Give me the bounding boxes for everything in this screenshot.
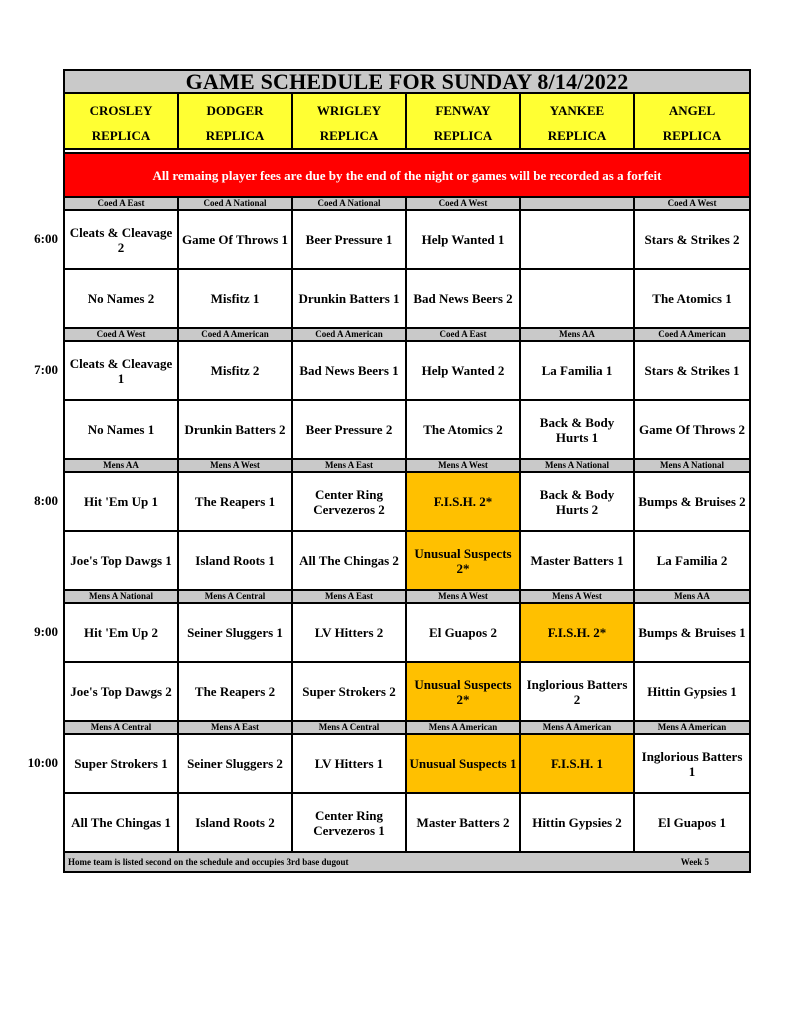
home-team-cell: All The Chingas 1 — [64, 793, 178, 852]
division-label: Mens A East — [178, 721, 292, 734]
home-team-cell: El Guapos 1 — [634, 793, 750, 852]
away-team-cell: La Familia 1 — [520, 341, 634, 400]
home-team-cell: No Names 2 — [64, 269, 178, 328]
division-label: Mens A West — [178, 459, 292, 472]
away-team-cell: Stars & Strikes 2 — [634, 210, 750, 269]
week-label: Week 5 — [634, 852, 750, 872]
away-team-row — [64, 734, 750, 793]
division-label — [520, 197, 634, 210]
away-team-cell — [520, 210, 634, 269]
away-team-cell: Seiner Sluggers 2 — [178, 734, 292, 793]
field-subtitle: REPLICA — [547, 128, 607, 143]
home-team-cell: The Reapers 2 — [178, 662, 292, 721]
home-team-cell: The Atomics 2 — [406, 400, 520, 459]
away-team-cell: Bumps & Bruises 2 — [634, 472, 750, 531]
away-team-cell: Bad News Beers 1 — [292, 341, 406, 400]
field-header-fenway — [406, 93, 520, 149]
division-label: Mens A American — [520, 721, 634, 734]
footer-row — [64, 852, 750, 872]
away-team-cell: F.I.S.H. 2* — [520, 603, 634, 662]
home-team-cell: The Atomics 1 — [634, 269, 750, 328]
home-team-row — [64, 400, 750, 459]
away-team-cell: The Reapers 1 — [178, 472, 292, 531]
away-team-cell: Cleats & Cleavage 2 — [64, 210, 178, 269]
division-label: Mens A American — [634, 721, 750, 734]
division-label: Coed A West — [64, 328, 178, 341]
division-label: Coed A West — [406, 197, 520, 210]
division-label: Mens A East — [292, 590, 406, 603]
home-team-cell: Back & Body Hurts 1 — [520, 400, 634, 459]
division-label: Mens A National — [634, 459, 750, 472]
division-label: Mens A West — [520, 590, 634, 603]
home-team-cell: Center Ring Cervezeros 1 — [292, 793, 406, 852]
away-team-cell: Bumps & Bruises 1 — [634, 603, 750, 662]
division-label: Mens A Central — [292, 721, 406, 734]
home-team-cell: Island Roots 2 — [178, 793, 292, 852]
home-team-cell: All The Chingas 2 — [292, 531, 406, 590]
footer-note: Home team is listed second on the schedule and occupies 3rd base dugout — [64, 852, 634, 872]
away-team-cell: El Guapos 2 — [406, 603, 520, 662]
field-subtitle: REPLICA — [319, 128, 379, 143]
division-label: Mens A National — [520, 459, 634, 472]
field-subtitle: REPLICA — [205, 128, 265, 143]
away-team-cell: Game Of Throws 1 — [178, 210, 292, 269]
away-team-cell: Misfitz 2 — [178, 341, 292, 400]
home-team-cell: Inglorious Batters 2 — [520, 662, 634, 721]
home-team-cell: Bad News Beers 2 — [406, 269, 520, 328]
home-team-cell: Master Batters 2 — [406, 793, 520, 852]
slot-time: 7:00 — [34, 361, 58, 377]
field-name: ANGEL — [668, 103, 716, 118]
away-team-cell: Cleats & Cleavage 1 — [64, 341, 178, 400]
away-team-cell: LV Hitters 2 — [292, 603, 406, 662]
division-row — [64, 590, 750, 603]
slot-time: 9:00 — [34, 623, 58, 639]
slot-time: 10:00 — [27, 754, 58, 770]
home-team-cell: Island Roots 1 — [178, 531, 292, 590]
division-label: Coed A American — [178, 328, 292, 341]
page-title: GAME SCHEDULE FOR SUNDAY 8/14/2022 — [64, 70, 750, 93]
home-team-cell: Super Strokers 2 — [292, 662, 406, 721]
division-row — [64, 328, 750, 341]
away-team-row — [64, 210, 750, 269]
division-label: Mens AA — [520, 328, 634, 341]
home-team-cell: Drunkin Batters 1 — [292, 269, 406, 328]
home-team-cell: Hittin Gypsies 1 — [634, 662, 750, 721]
division-label: Coed A East — [406, 328, 520, 341]
away-team-cell: Hit 'Em Up 2 — [64, 603, 178, 662]
field-name: YANKEE — [549, 103, 605, 118]
schedule-sheet — [63, 69, 749, 873]
fee-notice: All remaing player fees are due by the end of the night or games will be recorded as a forfeit — [64, 153, 750, 197]
field-header-crosley — [64, 93, 178, 149]
away-team-cell: Hit 'Em Up 1 — [64, 472, 178, 531]
home-team-cell: Game Of Throws 2 — [634, 400, 750, 459]
field-header-yankee — [520, 93, 634, 149]
home-team-cell: Joe's Top Dawgs 2 — [64, 662, 178, 721]
field-subtitle: REPLICA — [91, 128, 151, 143]
away-team-cell: LV Hitters 1 — [292, 734, 406, 793]
home-team-cell: Master Batters 1 — [520, 531, 634, 590]
away-team-row — [64, 472, 750, 531]
home-team-cell: Unusual Suspects 2* — [406, 531, 520, 590]
division-label: Coed A East — [64, 197, 178, 210]
home-team-cell: Drunkin Batters 2 — [178, 400, 292, 459]
home-team-cell: Hittin Gypsies 2 — [520, 793, 634, 852]
division-label: Mens A American — [406, 721, 520, 734]
away-team-cell: Help Wanted 2 — [406, 341, 520, 400]
division-label: Coed A West — [634, 197, 750, 210]
away-team-cell: Back & Body Hurts 2 — [520, 472, 634, 531]
home-team-row — [64, 531, 750, 590]
home-team-row — [64, 793, 750, 852]
home-team-row — [64, 662, 750, 721]
field-header-wrigley — [292, 93, 406, 149]
division-label: Mens A West — [406, 590, 520, 603]
away-team-row — [64, 603, 750, 662]
field-name: WRIGLEY — [316, 103, 382, 118]
away-team-cell: F.I.S.H. 1 — [520, 734, 634, 793]
away-team-cell: F.I.S.H. 2* — [406, 472, 520, 531]
slot-time: 8:00 — [34, 492, 58, 508]
home-team-cell: La Familia 2 — [634, 531, 750, 590]
home-team-cell: Misfitz 1 — [178, 269, 292, 328]
division-label: Mens A Central — [64, 721, 178, 734]
field-name: DODGER — [206, 103, 264, 118]
away-team-cell: Center Ring Cervezeros 2 — [292, 472, 406, 531]
field-subtitle: REPLICA — [433, 128, 493, 143]
schedule-table — [63, 69, 751, 873]
away-team-cell: Inglorious Batters 1 — [634, 734, 750, 793]
away-team-cell: Stars & Strikes 1 — [634, 341, 750, 400]
division-label: Coed A American — [292, 328, 406, 341]
division-label: Coed A National — [178, 197, 292, 210]
division-label: Mens A Central — [178, 590, 292, 603]
home-team-cell: Beer Pressure 2 — [292, 400, 406, 459]
field-name: CROSLEY — [89, 103, 153, 118]
away-team-cell: Help Wanted 1 — [406, 210, 520, 269]
home-team-cell — [520, 269, 634, 328]
division-label: Mens A West — [406, 459, 520, 472]
division-row — [64, 459, 750, 472]
home-team-cell: Joe's Top Dawgs 1 — [64, 531, 178, 590]
division-label: Mens A National — [64, 590, 178, 603]
division-label: Mens A East — [292, 459, 406, 472]
home-team-row — [64, 269, 750, 328]
field-header-angel — [634, 93, 750, 149]
division-row — [64, 721, 750, 734]
away-team-cell: Super Strokers 1 — [64, 734, 178, 793]
division-label: Mens AA — [634, 590, 750, 603]
field-header-row — [64, 93, 750, 149]
division-row — [64, 197, 750, 210]
home-team-cell: Unusual Suspects 2* — [406, 662, 520, 721]
slot-time: 6:00 — [34, 230, 58, 246]
away-team-cell: Beer Pressure 1 — [292, 210, 406, 269]
away-team-cell: Seiner Sluggers 1 — [178, 603, 292, 662]
away-team-cell: Unusual Suspects 1 — [406, 734, 520, 793]
away-team-row — [64, 341, 750, 400]
field-header-dodger — [178, 93, 292, 149]
division-label: Mens AA — [64, 459, 178, 472]
home-team-cell: No Names 1 — [64, 400, 178, 459]
division-label: Coed A National — [292, 197, 406, 210]
field-name: FENWAY — [435, 103, 491, 118]
field-subtitle: REPLICA — [662, 128, 722, 143]
division-label: Coed A American — [634, 328, 750, 341]
